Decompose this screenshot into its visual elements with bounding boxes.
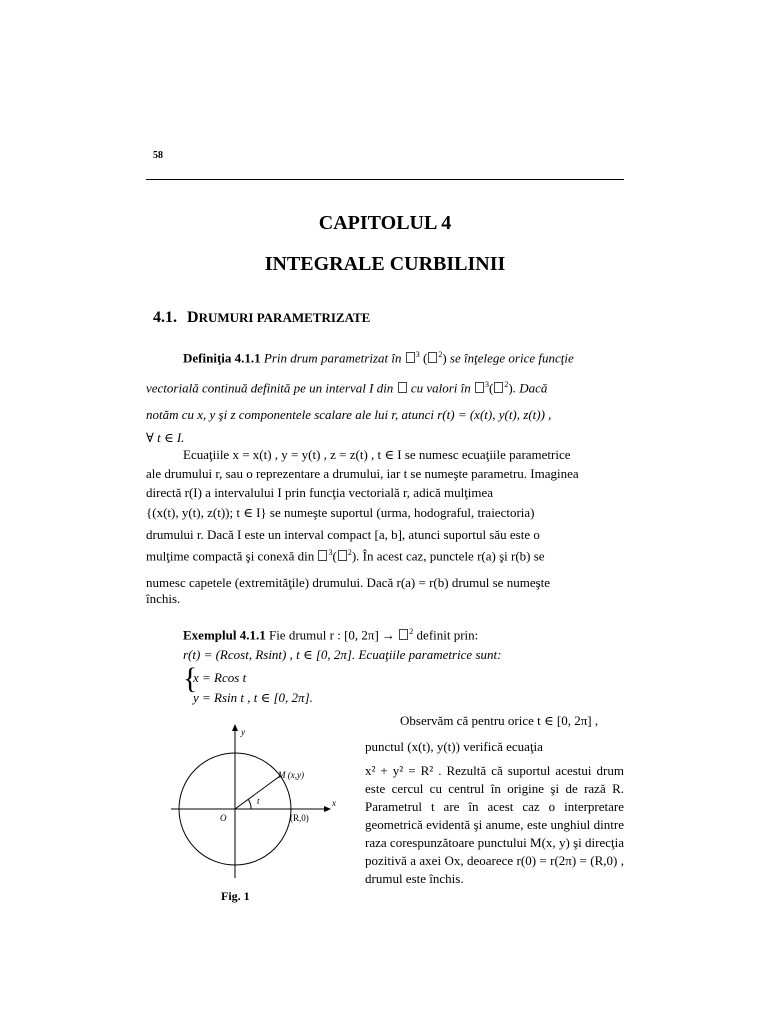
- section-title-rest: RUMURI PARAMETRIZATE: [198, 310, 371, 325]
- para2-line-5: drumului r. Dacă I este un interval compact [a, b], atunci suportul său este o: [146, 527, 540, 542]
- sup-3: 3: [328, 548, 333, 557]
- definition-formula-3: r(t) = (x(t), y(t), z(t)) ,: [437, 407, 552, 422]
- reals-glyph: [398, 382, 407, 393]
- chapter-subtitle: INTEGRALE CURBILINII: [264, 253, 506, 275]
- para2-line-7: numesc capetele (extremităţile) drumului. Dacă r(a) = r(b) drumul se numeşte: [146, 575, 551, 590]
- definition-text-4: ∀ t ∈ I.: [146, 430, 185, 445]
- para2-line-3: directă r(I) a intervalului I prin funcţia vectorială r, adică mulţimea: [146, 485, 494, 500]
- label-x: x: [332, 798, 336, 808]
- angle-arc: [248, 799, 251, 809]
- para2-line-8: închis.: [146, 591, 181, 606]
- para2-line-1: Ecuaţiile x = x(t) , y = y(t) , z = z(t) , t ∈ I se numesc ecuaţiile parametrice: [183, 447, 571, 462]
- definition-text-3: notăm cu x, y şi z componentele scalare ale lui r, atunci: [146, 407, 434, 422]
- sup-2: 2: [409, 627, 414, 636]
- header-rule: [146, 179, 624, 180]
- reals-glyph: [475, 382, 484, 393]
- sup-3: 3: [415, 350, 420, 359]
- para2-line-2: ale drumului r, sau o reprezentare a drumului, iar t se numeşte parametru. Imaginea: [146, 466, 579, 481]
- example-line-1: [183, 627, 624, 643]
- reals-glyph: [428, 352, 437, 363]
- label-m: M (x,y): [278, 770, 304, 780]
- right-text-line-1: Observăm că pentru orice t ∈ [0, 2π] ,: [400, 713, 599, 728]
- right-text-body: x² + y² = R² . Rezultă că suportul acestui drum este cercul cu centrul în origine şi de rază R. Parametrul t are în acest caz o interpretare geometrică evidentă şi anume, este unghiul dintre raza corespunzătoare punctului M(x, y) şi direcţia pozitivă a axei Ox, deoarece r(0) = r(2π) = (R,0) , drumul este închis.: [365, 763, 624, 886]
- label-o: O: [220, 813, 227, 823]
- definition-text-2: vectorială continuă definită pe un interval I din: [146, 380, 394, 396]
- label-t: t: [257, 796, 260, 806]
- definition-line-1: Definiţia 4.1.1 Prin drum parametrizat în $^3$ ( $^2$) se înţelege orice funcţie: [183, 350, 574, 366]
- definition-text-2c: . Dacă: [512, 380, 548, 396]
- para2-line-6: mulţime compactă şi conexă din $^3$( $^2$). În acest caz, punctele r(a) şi r(b) se: [146, 548, 545, 564]
- definition-label: Definiţia 4.1.1: [183, 350, 261, 366]
- definition-text-2b: cu valori în: [410, 380, 471, 396]
- example-text-1: Fie drumul r : [0, 2π] →: [268, 627, 396, 643]
- definition-line-4: [146, 430, 587, 446]
- system-eq-1: x = Rcos t: [193, 670, 247, 685]
- reals-glyph: [399, 629, 408, 640]
- reals-glyph: [406, 352, 415, 363]
- reals-glyph: [494, 382, 503, 393]
- reals-glyph: [338, 550, 347, 561]
- example-text-1b: definit prin:: [416, 627, 479, 643]
- section-heading: [153, 309, 370, 327]
- definition-text-1: Prin drum parametrizat în: [263, 350, 402, 366]
- page-number: 58: [153, 150, 163, 161]
- y-axis-arrow: [232, 724, 238, 731]
- section-number: 4.1.: [153, 309, 177, 326]
- label-y: y: [241, 727, 245, 737]
- system-brace: {: [183, 662, 198, 695]
- sup-2: 2: [438, 350, 443, 359]
- sup-2: 2: [347, 548, 352, 557]
- definition-line-2: vectorială continuă definită pe un interval I din cu valori în $^3$( $^2$). Dacă: [146, 380, 548, 396]
- para2-line-6b: . În acest caz, punctele r(a) şi r(b) se: [356, 548, 545, 564]
- section-first-letter: D: [187, 309, 199, 326]
- right-text-line-2: punctul (x(t), y(t)) verifică ecuaţia: [365, 739, 543, 754]
- sup-2: 2: [504, 380, 509, 389]
- definition-text-1b: se înţelege orice funcţie: [449, 350, 574, 366]
- figure-circle-diagram: [165, 722, 345, 882]
- label-r0: (R,0): [290, 813, 309, 823]
- chapter-title: CAPITOLUL 4: [318, 212, 452, 234]
- para2-line-6a: mulţime compactă şi conexă din: [146, 548, 315, 564]
- figure-caption: Fig. 1: [221, 889, 250, 903]
- para2-line-4: {(x(t), y(t), z(t)); t ∈ I} se numeşte suportul (urma, hodograful, traiectoria): [146, 505, 535, 520]
- reals-glyph: [318, 550, 327, 561]
- sup-3: 3: [485, 380, 489, 389]
- x-axis-arrow: [324, 806, 331, 812]
- definition-line-3: [146, 407, 587, 423]
- system-eq-2: y = Rsin t , t ∈ [0, 2π].: [193, 690, 313, 705]
- example-line-2: r(t) = (Rcost, Rsint) , t ∈ [0, 2π]. Ecuaţiile parametrice sunt:: [183, 647, 502, 662]
- example-label: Exemplul 4.1.1: [183, 627, 266, 643]
